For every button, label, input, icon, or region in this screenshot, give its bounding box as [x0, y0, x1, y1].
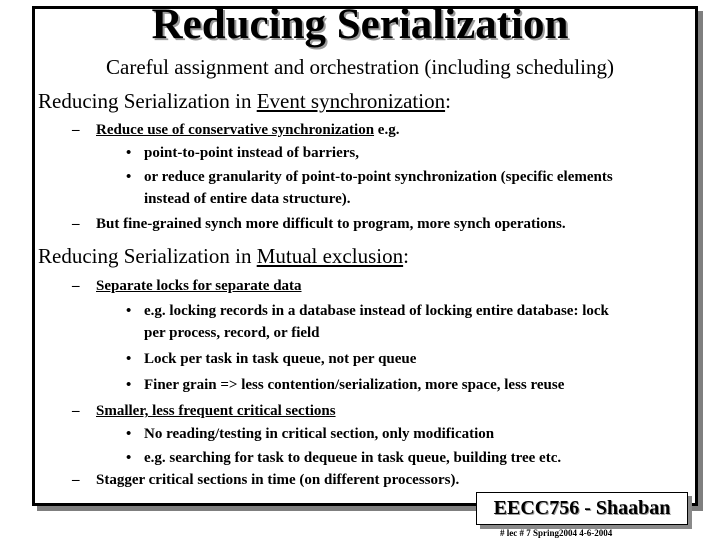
bullet-marker: • — [126, 450, 132, 466]
dash-marker: – — [72, 403, 80, 419]
section-heading-prefix: Reducing Serialization in — [38, 244, 257, 268]
list-item — [72, 400, 336, 422]
slide-title: Reducing Serialization — [151, 1, 569, 48]
list-item — [72, 213, 566, 235]
bullet-text: point-to-point instead of barriers, — [144, 145, 359, 161]
list-item — [72, 119, 399, 141]
bullet-text: Lock per task in task queue, not per queue — [144, 351, 417, 367]
bullet-item — [126, 447, 561, 469]
item-underlined-text: Separate locks for separate data — [96, 278, 302, 294]
bullet-text: e.g. locking records in a database instead of locking entire database: lock — [144, 303, 609, 319]
bullet-continuation: per process, record, or field — [144, 325, 320, 341]
dash-marker: – — [72, 472, 80, 488]
course-footer-badge: EECC756 - Shaaban — [476, 492, 688, 525]
bullet-item — [126, 423, 494, 445]
item-text: Stagger critical sections in time (on different processors). — [96, 472, 460, 488]
bullet-continuation: instead of entire data structure). — [144, 191, 351, 207]
section-heading-mutual-exclusion — [38, 242, 409, 270]
bullet-text: Finer grain => less contention/serialization, more space, less reuse — [144, 377, 565, 393]
list-item — [72, 275, 302, 297]
dash-marker: – — [72, 216, 80, 232]
section-heading-suffix: : — [403, 244, 409, 268]
bullet-marker: • — [126, 169, 132, 185]
list-item — [72, 469, 459, 491]
bullet-text: e.g. searching for task to dequeue in task queue, building tree etc. — [144, 450, 562, 466]
bullet-item — [126, 348, 416, 370]
bullet-marker: • — [126, 351, 132, 367]
bullet-text: No reading/testing in critical section, only modification — [144, 426, 495, 442]
bullet-marker: • — [126, 145, 132, 161]
bullet-item — [126, 166, 613, 188]
item-text: But fine-grained synch more difficult to program, more synch operations. — [96, 216, 566, 232]
footer-lecture-note: # lec # 7 Spring2004 4-6-2004 — [500, 528, 613, 538]
bullet-item — [126, 300, 609, 322]
item-underlined-text: Reduce use of conservative synchronization — [96, 122, 375, 138]
bullet-marker: • — [126, 303, 132, 319]
bullet-marker: • — [126, 426, 132, 442]
item-text: e.g. — [374, 122, 400, 138]
bullet-item — [126, 374, 564, 396]
dash-marker: – — [72, 278, 80, 294]
slide-subtitle: Careful assignment and orchestration (including scheduling) — [106, 55, 614, 79]
item-underlined-text: Smaller, less frequent critical sections — [96, 403, 336, 419]
bullet-text: or reduce granularity of point-to-point synchronization (specific elements — [144, 169, 613, 185]
section-heading-link: Event synchronization — [256, 89, 446, 113]
section-heading-event-sync — [38, 87, 451, 115]
section-heading-link: Mutual exclusion — [256, 244, 404, 268]
bullet-marker: • — [126, 377, 132, 393]
bullet-item — [126, 142, 359, 164]
dash-marker: – — [72, 122, 80, 138]
section-heading-prefix: Reducing Serialization in — [38, 89, 257, 113]
section-heading-suffix: : — [445, 89, 451, 113]
